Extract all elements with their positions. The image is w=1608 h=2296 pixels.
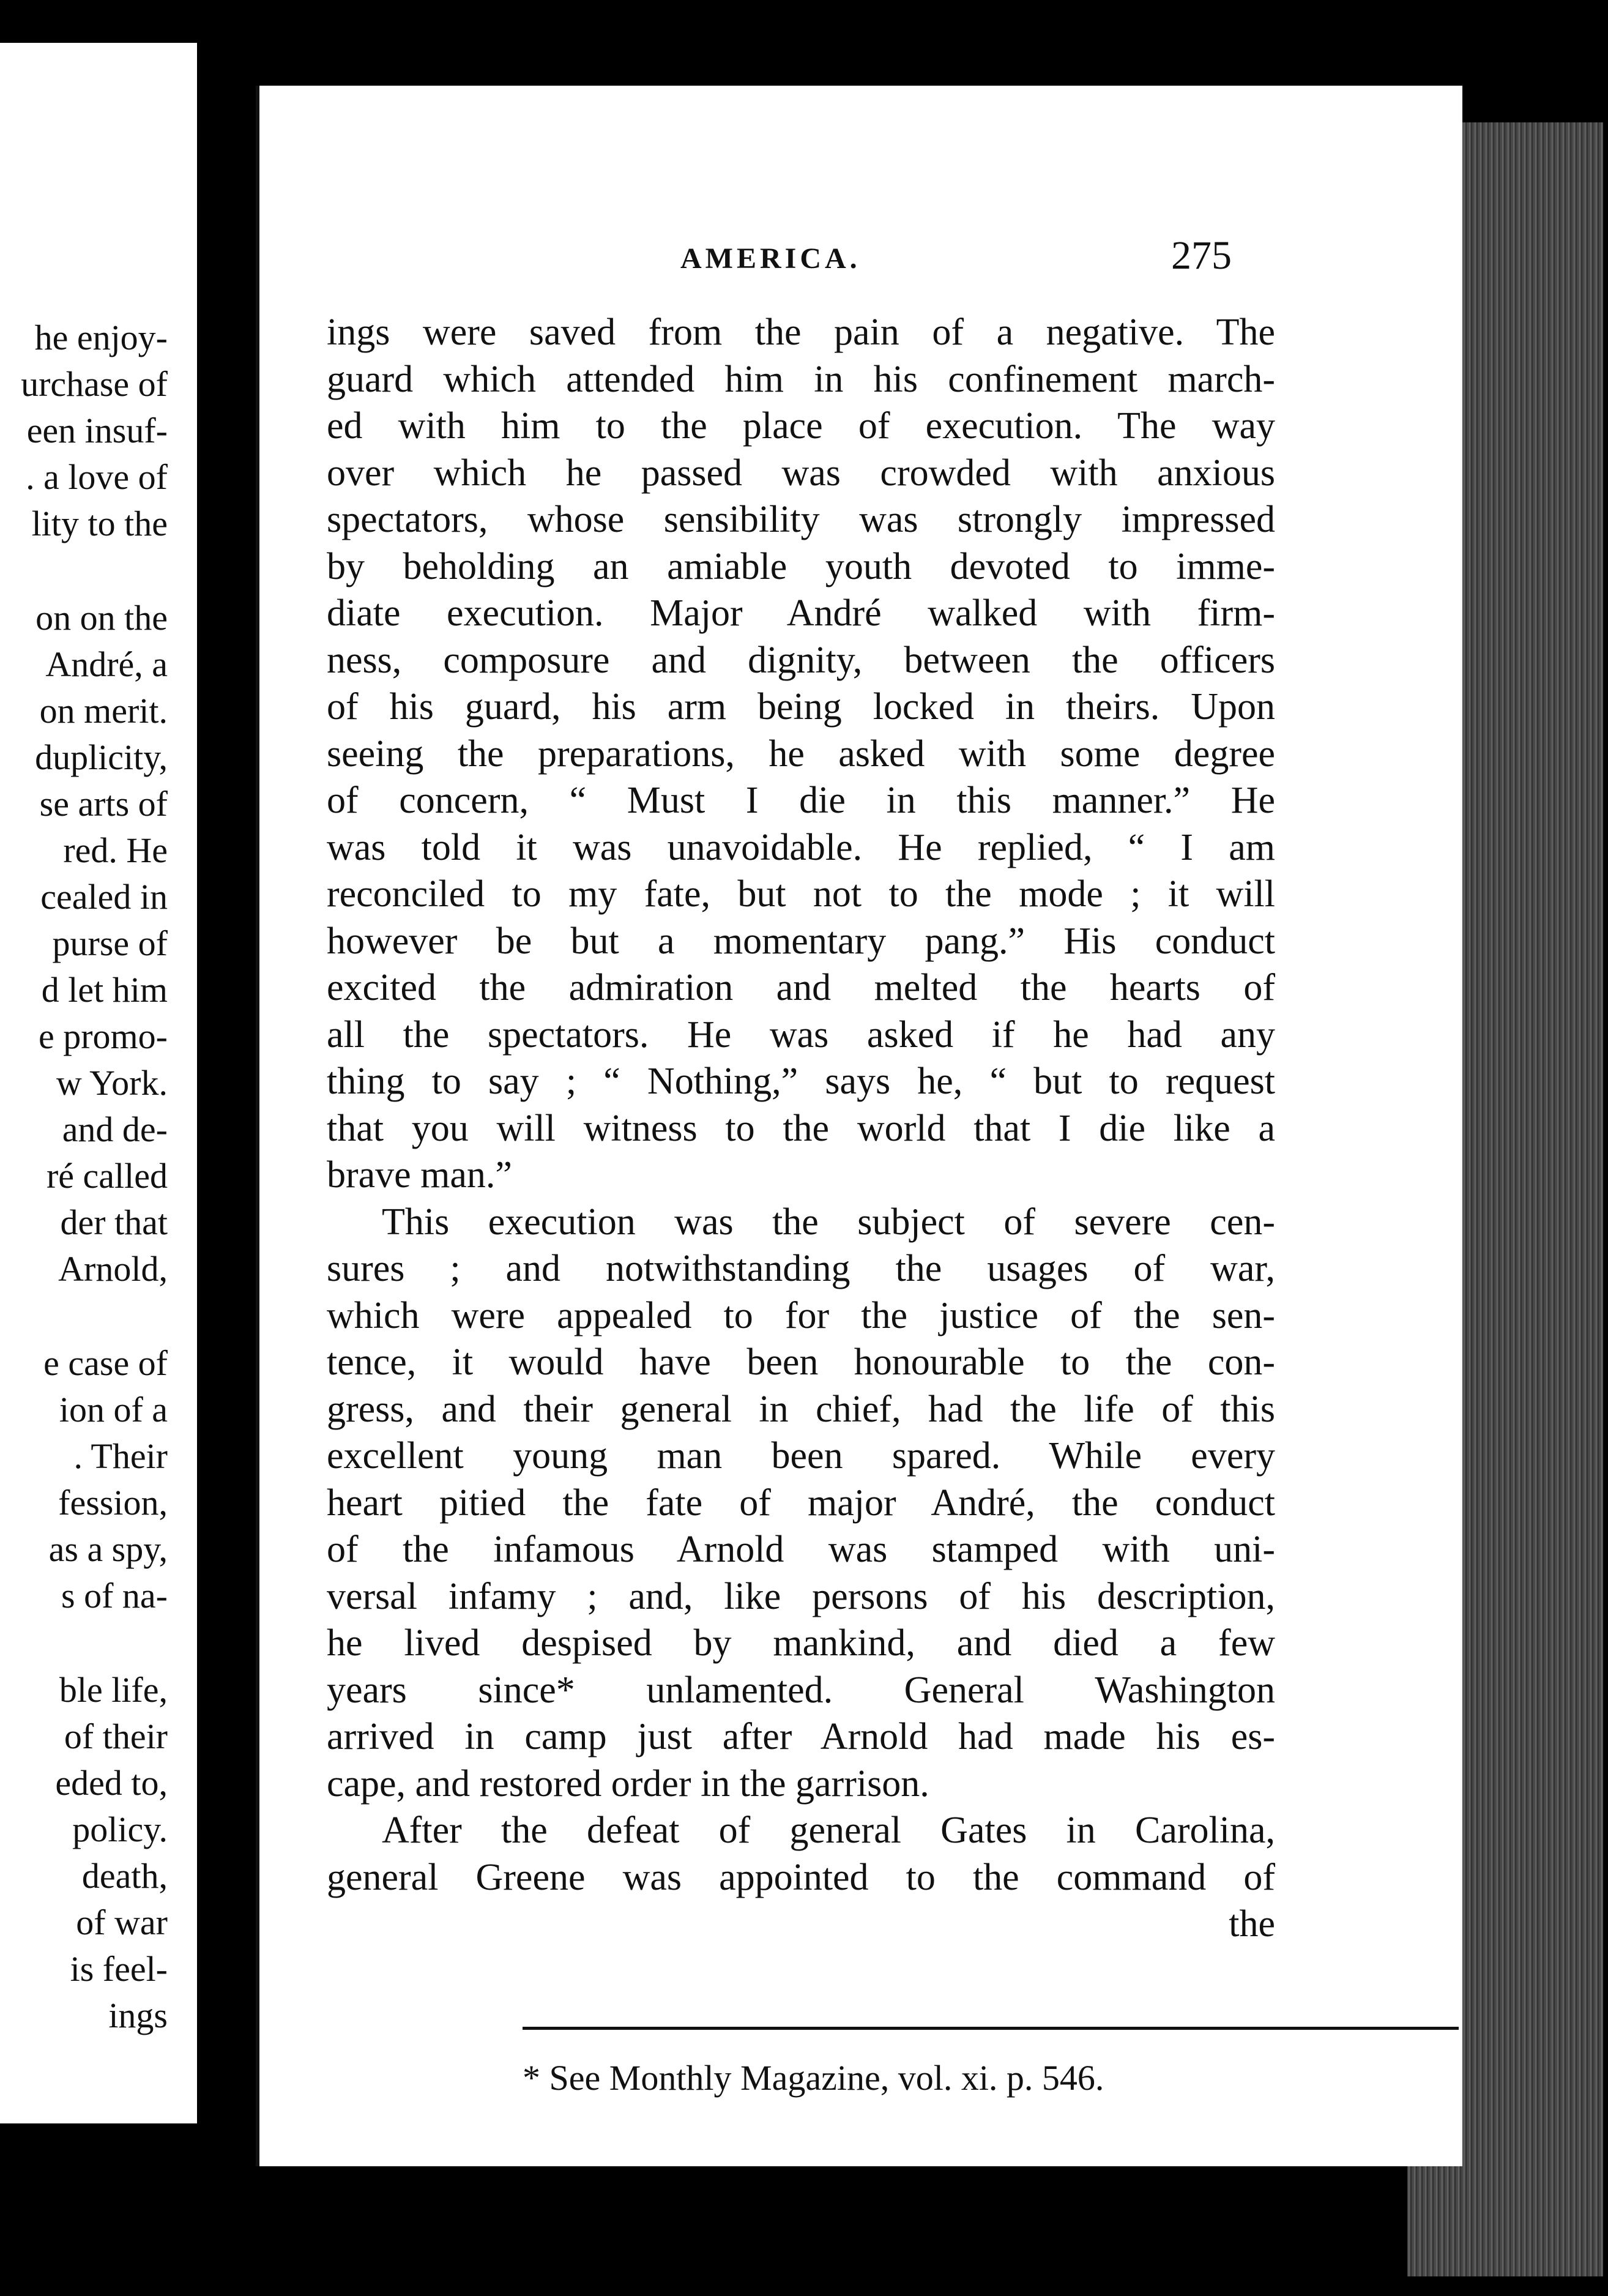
left-line: he enjoy- — [34, 318, 168, 357]
text-line: of his guard, his arm being locked in theirs. Upon — [327, 686, 1275, 728]
left-line: e promo- — [39, 1016, 168, 1056]
left-line: ion of a — [59, 1390, 168, 1429]
text-line: guard which attended him in his confinement march- — [327, 358, 1275, 400]
left-line: of their — [64, 1716, 168, 1756]
text-line: brave man.” — [327, 1154, 512, 1196]
footnote: * See Monthly Magazine, vol. xi. p. 546. — [523, 2058, 1104, 2098]
left-page — [0, 43, 201, 2123]
body-text — [327, 309, 1275, 1948]
text-line: sures ; and notwithstanding the usages of war, — [327, 1248, 1275, 1289]
text-line: spectators, whose sensibility was strongly impressed — [327, 499, 1275, 540]
text-line: gress, and their general in chief, had the life of this — [327, 1388, 1275, 1430]
text-line: reconciled to my fate, but not to the mode ; it will — [327, 873, 1275, 915]
left-line: on on the — [35, 598, 168, 638]
left-line: duplicity, — [35, 737, 168, 777]
right-page — [256, 86, 1462, 2166]
text-line: that you will witness to the world that I die like a — [327, 1107, 1275, 1149]
paragraph-start-line: After the defeat of general Gates in Carolina, — [382, 1810, 1275, 1851]
text-line: which were appealed to for the justice of the sen- — [327, 1294, 1275, 1336]
left-line: cealed in — [40, 877, 168, 917]
left-line: s of na- — [61, 1576, 168, 1616]
text-line: ness, composure and dignity, between the officers — [327, 639, 1275, 681]
left-line: w York. — [56, 1063, 168, 1103]
text-line: diate execution. Major André walked with firm- — [327, 592, 1275, 634]
left-line: and de- — [62, 1109, 168, 1149]
left-line: ré called — [46, 1156, 168, 1196]
text-line: all the spectators. He was asked if he had any — [327, 1013, 1275, 1056]
catchword: the — [1229, 1903, 1275, 1945]
text-line: by beholding an amiable youth devoted to imme- — [327, 545, 1275, 587]
text-line: versal infamy ; and, like persons of his description, — [327, 1575, 1275, 1617]
text-line: of the infamous Arnold was stamped with uni- — [327, 1529, 1275, 1570]
text-line: seeing the preparations, he asked with some degree — [327, 732, 1275, 775]
left-line: . a love of — [26, 457, 168, 497]
left-line: red. He — [63, 830, 168, 870]
left-line: of war — [76, 1903, 168, 1942]
text-line: however be but a momentary pang.” His conduct — [327, 920, 1275, 962]
book-gutter — [197, 0, 256, 2296]
left-line-gap — [0, 548, 168, 596]
left-line: ble life, — [59, 1670, 168, 1710]
text-line: years since* unlamented. General Washington — [327, 1669, 1275, 1711]
text-line: he lived despised by mankind, and died a few — [327, 1622, 1275, 1664]
text-line: excellent young man been spared. While every — [327, 1435, 1275, 1477]
left-line: fession, — [58, 1483, 168, 1523]
page-number: 275 — [1171, 233, 1232, 278]
left-line: André, a — [45, 644, 168, 684]
running-head: AMERICA. — [680, 242, 861, 275]
left-line: urchase of — [21, 364, 168, 404]
text-line: cape, and restored order in the garrison. — [327, 1762, 929, 1805]
text-line: general Greene was appointed to the command of — [327, 1856, 1275, 1898]
text-line: thing to say ; “ Nothing,” says he, “ but to request — [327, 1060, 1275, 1102]
left-line-gap — [0, 1294, 168, 1341]
left-line: e case of — [43, 1343, 168, 1383]
left-line: on merit. — [39, 691, 168, 731]
left-page-text — [0, 316, 168, 2040]
left-line: as a spy, — [48, 1529, 168, 1569]
text-line: over which he passed was crowded with anxious — [327, 452, 1275, 494]
left-line: lity to the — [31, 504, 168, 543]
footnote-rule — [523, 2027, 1459, 2030]
left-line: d let him — [41, 970, 168, 1010]
left-line: death, — [81, 1856, 168, 1896]
text-line: was told it was unavoidable. He replied, “ I am — [327, 826, 1275, 868]
text-line: arrived in camp just after Arnold had made his es- — [327, 1716, 1275, 1757]
left-line: . Their — [73, 1436, 168, 1476]
left-line: ings — [108, 1996, 168, 2035]
left-line: se arts of — [39, 784, 168, 824]
left-line-gap — [0, 1620, 168, 1668]
text-line: tence, it would have been honourable to the con- — [327, 1341, 1275, 1383]
text-line: excited the admiration and melted the hearts of — [327, 967, 1275, 1008]
left-line: is feel- — [70, 1949, 168, 1989]
left-line: Arnold, — [58, 1249, 168, 1289]
left-line: purse of — [52, 923, 168, 963]
left-line: een insuf- — [26, 411, 168, 450]
left-line: der that — [60, 1202, 168, 1242]
text-line: ed with him to the place of execution. The way — [327, 405, 1275, 447]
text-line: of concern, “ Must I die in this manner.” He — [327, 780, 1275, 821]
paragraph-start-line: This execution was the subject of severe cen- — [382, 1201, 1275, 1243]
left-line: eded to, — [55, 1763, 168, 1803]
text-line: heart pitied the fate of major André, the conduct — [327, 1482, 1275, 1524]
left-line: policy. — [72, 1810, 168, 1849]
text-line: ings were saved from the pain of a negative. The — [327, 311, 1275, 353]
